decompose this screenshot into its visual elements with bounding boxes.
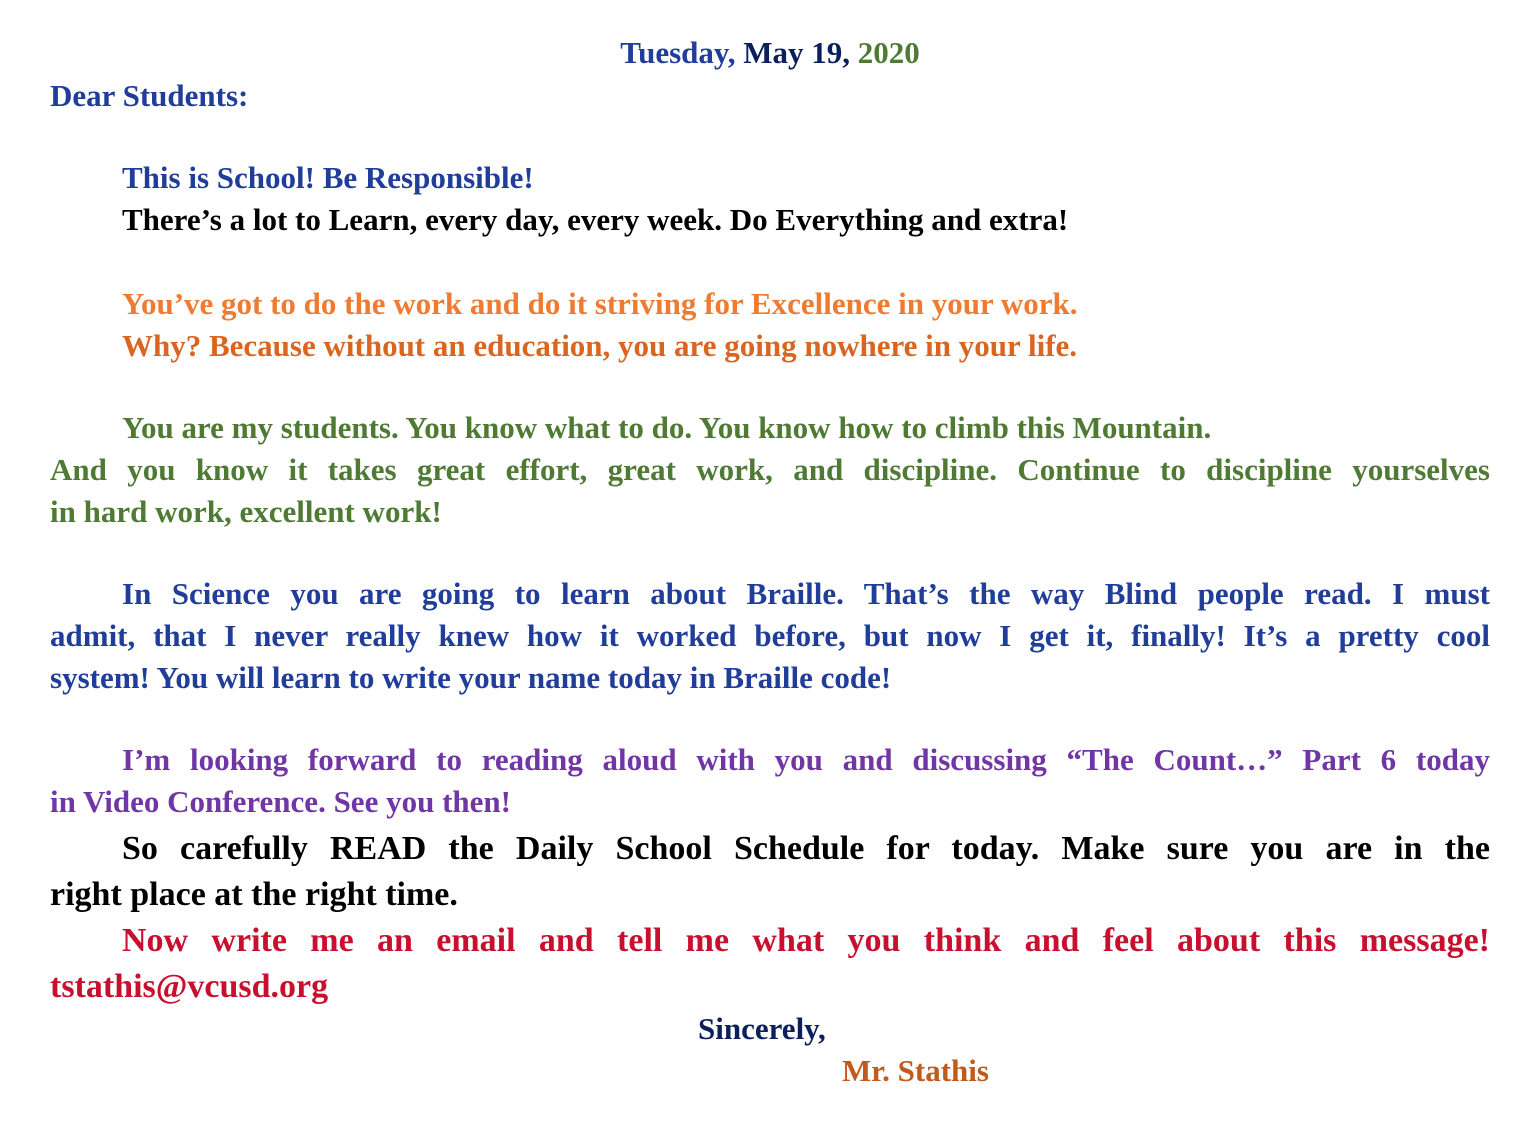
date-year: 2020 xyxy=(857,35,920,70)
date-month-day: May 19, xyxy=(743,35,850,70)
p7-line1: Now write me an email and tell me what you think and feel about this message! xyxy=(122,922,1490,959)
p4-line3: system! You will learn to write your name today in Braille code! xyxy=(50,660,892,695)
p1-line2: There’s a lot to Learn, every day, every week. Do Everything and extra! xyxy=(122,202,1069,237)
p3-line2: And you know it takes great effort, great work, and discipline. Continue to discipline yourselves xyxy=(50,452,1490,487)
p4-line1: In Science you are going to learn about Braille. That’s the way Blind people read. I must xyxy=(122,576,1490,611)
p3-line3: in hard work, excellent work! xyxy=(50,494,442,529)
p2-line1: You’ve got to do the work and do it striving for Excellence in your work. xyxy=(122,286,1078,321)
p2-line2: Why? Because without an education, you are going nowhere in your life. xyxy=(122,328,1078,363)
signature: Mr. Stathis xyxy=(842,1053,989,1088)
greeting: Dear Students: xyxy=(50,78,249,113)
p4-line2: admit, that I never really knew how it worked before, but now I get it, finally! It’s a pretty cool xyxy=(50,618,1490,653)
p6-line2: right place at the right time. xyxy=(50,876,458,913)
date-weekday: Tuesday, xyxy=(620,35,736,70)
email-link[interactable]: tstathis@vcusd.org xyxy=(50,968,329,1005)
p5-line2: in Video Conference. See you then! xyxy=(50,784,511,819)
p1-line1: This is School! Be Responsible! xyxy=(122,160,534,195)
p5-line1: I’m looking forward to reading aloud with you and discussing “The Count…” Part 6 today xyxy=(122,742,1490,777)
p6-line1: So carefully READ the Daily School Schedule for today. Make sure you are in the xyxy=(122,830,1490,867)
closing-sincerely: Sincerely, xyxy=(698,1011,826,1046)
letter-date xyxy=(0,34,1538,72)
p3-line1: You are my students. You know what to do. You know how to climb this Mountain. xyxy=(122,410,1212,445)
